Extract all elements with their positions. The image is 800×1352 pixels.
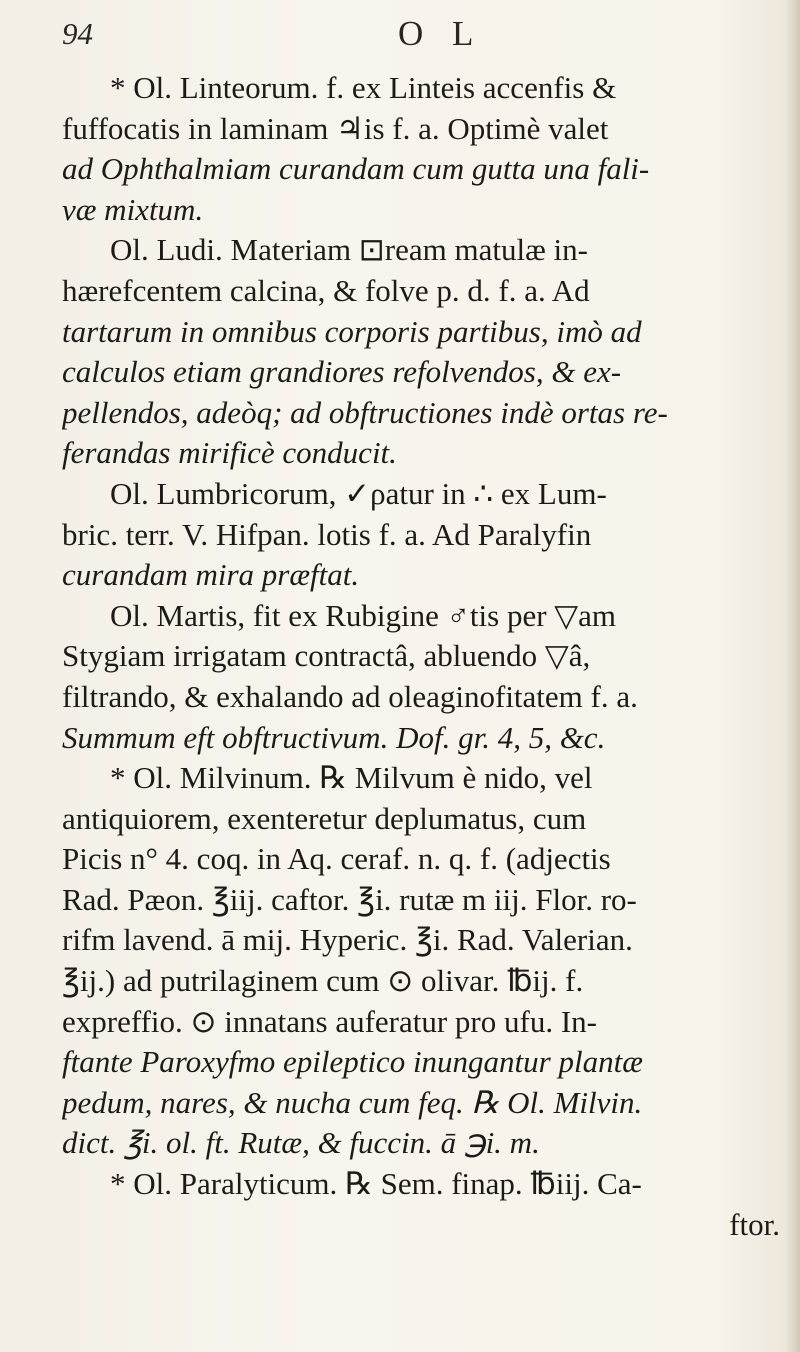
text-line: fuffocatis in laminam ♃is f. a. Optimè valet [62,110,609,146]
text-line: hærefcentem calcina, & folve p. d. f. a. Ad [62,272,590,308]
text-line: væ mixtum. [62,191,204,227]
text-line: ℥ij.) ad putrilaginem cum ⊙ olivar. ℔ij. f. [62,963,584,999]
page-header [62,14,702,64]
text-line: pellendos, adeòq; ad obftructiones indè ortas re- [62,394,668,430]
page-number: 94 [62,16,93,51]
body-text [62,68,790,1245]
text-line: rifm lavend. ā mij. Hyperic. ℥i. Rad. Valerian. [62,922,633,958]
text-line: Stygiam irrigatam contractâ, abluendo ▽â, [62,638,591,674]
text-line: expreffio. ⊙ innatans auferatur pro ufu. In- [62,1003,597,1039]
page-edge-shadow [786,0,800,1352]
text-line: * Ol. Milvinum. ℞ Milvum è nido, vel [110,760,593,796]
text-line: * Ol. Paralyticum. ℞ Sem. finap. ℔iij. Ca- [110,1166,642,1202]
text-line: Ol. Lumbricorum, ✓ρatur in ∴ ex Lum- [110,475,607,511]
text-line: ferandas mirificè conducit. [62,435,397,471]
text-line: Summum eft obftructivum. Dof. gr. 4, 5, &c. [62,719,606,755]
text-line: filtrando, & exhalando ad oleaginofitatem f. a. [62,678,638,714]
text-line: bric. terr. V. Hifpan. lotis f. a. Ad Paralyfin [62,516,592,552]
text-line: Ol. Ludi. Materiam ⊡ream matulæ in- [110,232,588,268]
text-line: Rad. Pæon. ℥iij. caftor. ℥i. rutæ m iij. Flor. ro- [62,881,637,917]
text-line: ad Ophthalmiam curandam cum gutta una fali- [62,151,650,187]
text-line: * Ol. Linteorum. f. ex Linteis accenfis & [110,70,617,105]
text-line: pedum, nares, & nucha cum feq. ℞ Ol. Milvin. [62,1084,643,1120]
text-line: dict. ℥i. ol. ft. Rutæ, & fuccin. ā ℈i. m. [62,1125,540,1161]
text-line: ftante Paroxyfmo epileptico inungantur plantæ [62,1044,643,1080]
text-line: Picis n° 4. coq. in Aq. ceraf. n. q. f. (adjectis [62,841,611,877]
text-line: antiquiorem, exenteretur deplumatus, cum [62,800,587,836]
text-line: Ol. Martis, fit ex Rubigine ♂tis per ▽am [110,597,616,633]
text-line: curandam mira præftat. [62,557,360,593]
text-line: ftor. [729,1206,780,1242]
text-line: tartarum in omnibus corporis partibus, imò ad [62,313,642,349]
text-line: calculos etiam grandiores refolvendos, & ex- [62,354,622,390]
running-head: O L [398,14,484,53]
